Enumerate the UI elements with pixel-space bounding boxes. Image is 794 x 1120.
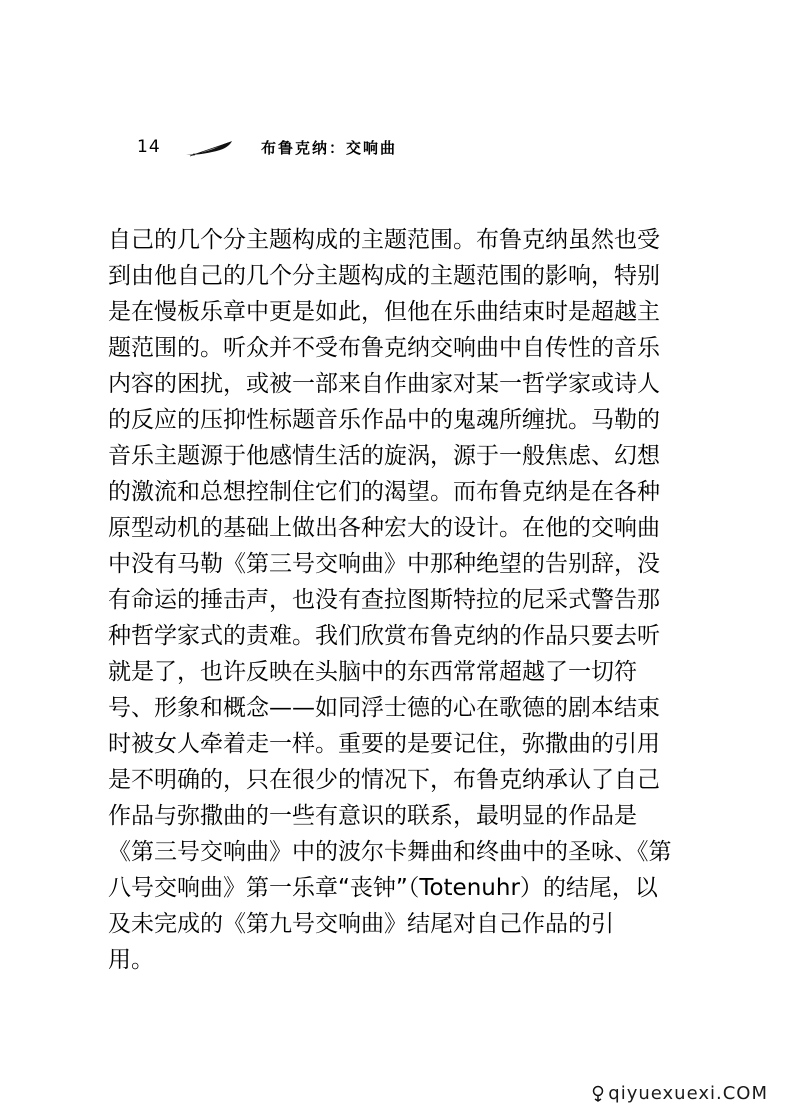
running-title: 布鲁克纳：交响曲 <box>261 139 398 157</box>
quill-ornament-icon <box>184 139 234 159</box>
text-line: 用。 <box>108 947 154 973</box>
text-line: 的反应的压抑性标题音乐作品中的鬼魂所缠扰。马勒的 <box>108 407 660 433</box>
body-paragraph <box>108 222 678 978</box>
text-line: 的激流和总想控制住它们的渴望。而布鲁克纳是在各种 <box>108 479 660 505</box>
page-header <box>137 137 557 167</box>
text-line: 自己的几个分主题构成的主题范围。布鲁克纳虽然也受 <box>108 227 660 253</box>
text-line: 到由他自己的几个分主题构成的主题范围的影响，特别 <box>108 263 660 289</box>
watermark <box>591 1083 768 1104</box>
text-line: 内容的困扰，或被一部来自作曲家对某一哲学家或诗人 <box>108 371 660 397</box>
text-line: 号、形象和概念——如同浮士德的心在歌德的剧本结束 <box>108 695 660 721</box>
text-line: 原型动机的基础上做出各种宏大的设计。在他的交响曲 <box>108 515 660 541</box>
page-number: 14 <box>137 137 161 157</box>
text-line: 音乐主题源于他感情生活的旋涡，源于一般焦虑、幻想 <box>108 443 660 469</box>
text-line: 是不明确的，只在很少的情况下，布鲁克纳承认了自己 <box>108 767 660 793</box>
text-line: 八号交响曲》第一乐章“丧钟”（Totenuhr）的结尾，以 <box>108 875 658 901</box>
text-line: 中没有马勒《第三号交响曲》中那种绝望的告别辞，没 <box>108 551 660 577</box>
watermark-logo-icon <box>591 1085 605 1103</box>
text-line: 及未完成的《第九号交响曲》结尾对自己作品的引 <box>108 911 614 937</box>
text-line: 《第三号交响曲》中的波尔卡舞曲和终曲中的圣咏、《第 <box>108 839 672 865</box>
text-line: 种哲学家式的责难。我们欣赏布鲁克纳的作品只要去听 <box>108 623 660 649</box>
text-line: 作品与弥撒曲的一些有意识的联系，最明显的作品是 <box>108 803 637 829</box>
text-line: 题范围的。听众并不受布鲁克纳交响曲中自传性的音乐 <box>108 335 660 361</box>
text-line: 有命运的捶击声，也没有查拉图斯特拉的尼采式警告那 <box>108 587 660 613</box>
text-line: 是在慢板乐章中更是如此，但他在乐曲结束时是超越主 <box>108 299 660 325</box>
text-line: 时被女人牵着走一样。重要的是要记住，弥撒曲的引用 <box>108 731 660 757</box>
text-line: 就是了，也许反映在头脑中的东西常常超越了一切符 <box>108 659 637 685</box>
watermark-text: qiyuexuexi.COM <box>608 1083 768 1104</box>
